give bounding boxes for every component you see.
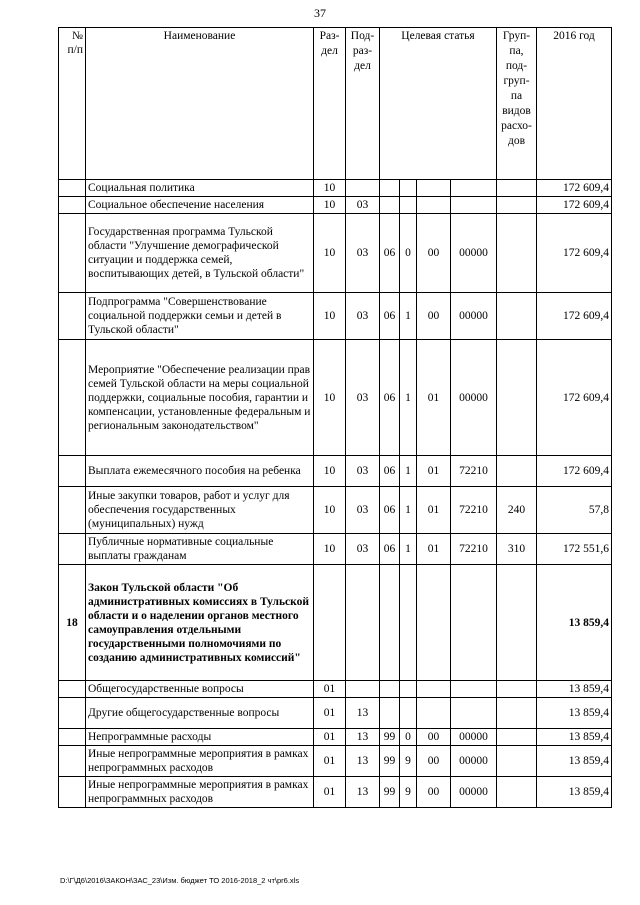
cell-podrazdel: 13 xyxy=(346,777,380,808)
cell-razdel: 10 xyxy=(314,293,346,340)
cell-podrazdel: 03 xyxy=(346,340,380,456)
cell-expense-group xyxy=(497,180,537,197)
cell-razdel: 10 xyxy=(314,214,346,293)
cell-cs-direction: 72210 xyxy=(451,534,497,565)
cell-cs-subprogram xyxy=(400,565,417,681)
cell-razdel: 10 xyxy=(314,340,346,456)
header-row xyxy=(59,28,612,180)
cell-cs-program: 06 xyxy=(380,340,400,456)
cell-cs-subprogram: 1 xyxy=(400,340,417,456)
cell-razdel: 10 xyxy=(314,197,346,214)
cell-name: Иные непрограммные мероприятия в рамках непрограммных расходов xyxy=(86,746,314,777)
cell-cs-direction xyxy=(451,681,497,698)
cell-amount: 172 609,4 xyxy=(537,340,612,456)
table-row xyxy=(59,197,612,214)
cell-razdel: 01 xyxy=(314,698,346,729)
cell-cs-subprogram: 0 xyxy=(400,729,417,746)
table-row xyxy=(59,565,612,681)
table-row xyxy=(59,293,612,340)
cell-num: 18 xyxy=(59,565,86,681)
cell-razdel: 01 xyxy=(314,729,346,746)
cell-podrazdel: 03 xyxy=(346,456,380,487)
cell-cs-event: 00 xyxy=(417,293,451,340)
cell-razdel: 01 xyxy=(314,746,346,777)
cell-name: Другие общегосударственные вопросы xyxy=(86,698,314,729)
table-row xyxy=(59,180,612,197)
header-name: Наименование xyxy=(86,28,314,180)
cell-name: Иные непрограммные мероприятия в рамках непрограммных расходов xyxy=(86,777,314,808)
cell-cs-subprogram xyxy=(400,180,417,197)
cell-amount: 172 609,4 xyxy=(537,214,612,293)
cell-cs-event: 00 xyxy=(417,729,451,746)
cell-num xyxy=(59,698,86,729)
cell-expense-group: 240 xyxy=(497,487,537,534)
cell-name: Социальное обеспечение населения xyxy=(86,197,314,214)
table-row xyxy=(59,777,612,808)
cell-razdel xyxy=(314,565,346,681)
cell-cs-program: 99 xyxy=(380,746,400,777)
cell-amount: 172 551,6 xyxy=(537,534,612,565)
cell-num xyxy=(59,340,86,456)
cell-amount: 172 609,4 xyxy=(537,180,612,197)
table-row xyxy=(59,340,612,456)
cell-cs-direction: 00000 xyxy=(451,777,497,808)
cell-name: Непрограммные расходы xyxy=(86,729,314,746)
header-num: № п/п xyxy=(59,28,86,180)
cell-cs-program xyxy=(380,565,400,681)
cell-num xyxy=(59,456,86,487)
cell-cs-direction xyxy=(451,180,497,197)
cell-razdel: 10 xyxy=(314,456,346,487)
cell-expense-group: 310 xyxy=(497,534,537,565)
cell-name: Социальная политика xyxy=(86,180,314,197)
cell-podrazdel: 03 xyxy=(346,534,380,565)
cell-cs-subprogram xyxy=(400,681,417,698)
cell-podrazdel: 03 xyxy=(346,197,380,214)
cell-cs-event: 01 xyxy=(417,487,451,534)
cell-num xyxy=(59,293,86,340)
table-row xyxy=(59,681,612,698)
cell-name: Общегосударственные вопросы xyxy=(86,681,314,698)
cell-name: Публичные нормативные социальные выплаты гражданам xyxy=(86,534,314,565)
cell-amount: 57,8 xyxy=(537,487,612,534)
cell-expense-group xyxy=(497,456,537,487)
cell-expense-group xyxy=(497,729,537,746)
header-podrazdel: Под-раз-дел xyxy=(346,28,380,180)
cell-cs-program xyxy=(380,180,400,197)
cell-cs-subprogram: 1 xyxy=(400,456,417,487)
cell-cs-subprogram: 9 xyxy=(400,777,417,808)
cell-name: Подпрограмма "Совершенствование социальной поддержки семьи и детей в Тульской области" xyxy=(86,293,314,340)
cell-name: Иные закупки товаров, работ и услуг для обеспечения государственных (муниципальных) нужд xyxy=(86,487,314,534)
cell-expense-group xyxy=(497,214,537,293)
table-row xyxy=(59,487,612,534)
header-target-article: Целевая статья xyxy=(380,28,497,180)
cell-num xyxy=(59,746,86,777)
cell-cs-event xyxy=(417,565,451,681)
header-expense-group: Груп-па, под-груп-па видов расхо-дов xyxy=(497,28,537,180)
cell-cs-direction: 00000 xyxy=(451,293,497,340)
cell-cs-subprogram: 9 xyxy=(400,746,417,777)
cell-cs-program: 06 xyxy=(380,534,400,565)
cell-cs-program: 99 xyxy=(380,729,400,746)
cell-expense-group xyxy=(497,340,537,456)
cell-cs-event xyxy=(417,698,451,729)
cell-cs-event: 00 xyxy=(417,214,451,293)
cell-cs-event: 00 xyxy=(417,777,451,808)
table-row xyxy=(59,746,612,777)
cell-num xyxy=(59,777,86,808)
cell-cs-event: 00 xyxy=(417,746,451,777)
header-year: 2016 год xyxy=(537,28,612,180)
cell-expense-group xyxy=(497,746,537,777)
cell-cs-subprogram: 0 xyxy=(400,214,417,293)
cell-expense-group xyxy=(497,197,537,214)
cell-cs-subprogram xyxy=(400,197,417,214)
cell-cs-direction xyxy=(451,698,497,729)
cell-amount: 172 609,4 xyxy=(537,293,612,340)
budget-table xyxy=(58,27,612,808)
cell-cs-event xyxy=(417,681,451,698)
table-row xyxy=(59,214,612,293)
cell-cs-event xyxy=(417,180,451,197)
cell-cs-event xyxy=(417,197,451,214)
cell-cs-program xyxy=(380,197,400,214)
table-row xyxy=(59,729,612,746)
cell-cs-direction: 00000 xyxy=(451,340,497,456)
cell-cs-program: 06 xyxy=(380,487,400,534)
cell-cs-direction: 72210 xyxy=(451,487,497,534)
cell-name: Мероприятие "Обеспечение реализации прав семей Тульской области на меры социальной поддержки, социальные пособия, гарантии и компенсации, установленные федеральным и региональным законодательством" xyxy=(86,340,314,456)
cell-podrazdel: 13 xyxy=(346,746,380,777)
cell-razdel: 01 xyxy=(314,681,346,698)
cell-podrazdel: 03 xyxy=(346,487,380,534)
cell-num xyxy=(59,681,86,698)
cell-num xyxy=(59,487,86,534)
cell-cs-subprogram: 1 xyxy=(400,487,417,534)
cell-amount: 13 859,4 xyxy=(537,746,612,777)
header-razdel: Раз-дел xyxy=(314,28,346,180)
cell-razdel: 01 xyxy=(314,777,346,808)
cell-expense-group xyxy=(497,681,537,698)
cell-name: Государственная программа Тульской области "Улучшение демографической ситуации и поддержка семей, воспитывающих детей, в Тульской области" xyxy=(86,214,314,293)
cell-cs-subprogram: 1 xyxy=(400,293,417,340)
cell-name: Закон Тульской области "Об административных комиссиях в Тульской области и о наделении органов местного самоуправления отдельными государственными полномочиями по созданию административных комиссий" xyxy=(86,565,314,681)
cell-cs-program: 06 xyxy=(380,456,400,487)
cell-cs-direction: 00000 xyxy=(451,746,497,777)
table-row xyxy=(59,698,612,729)
cell-expense-group xyxy=(497,293,537,340)
cell-podrazdel xyxy=(346,681,380,698)
cell-amount: 13 859,4 xyxy=(537,565,612,681)
cell-expense-group xyxy=(497,777,537,808)
cell-cs-program xyxy=(380,681,400,698)
cell-razdel: 10 xyxy=(314,534,346,565)
cell-cs-direction: 00000 xyxy=(451,214,497,293)
cell-amount: 172 609,4 xyxy=(537,197,612,214)
cell-razdel: 10 xyxy=(314,180,346,197)
cell-num xyxy=(59,180,86,197)
cell-expense-group xyxy=(497,698,537,729)
cell-num xyxy=(59,534,86,565)
cell-amount: 13 859,4 xyxy=(537,698,612,729)
cell-cs-program: 06 xyxy=(380,293,400,340)
page-number: 37 xyxy=(314,6,326,20)
cell-podrazdel xyxy=(346,180,380,197)
cell-cs-event: 01 xyxy=(417,456,451,487)
table-row xyxy=(59,456,612,487)
cell-num xyxy=(59,214,86,293)
cell-cs-direction xyxy=(451,565,497,681)
cell-razdel: 10 xyxy=(314,487,346,534)
table-row xyxy=(59,534,612,565)
cell-podrazdel: 13 xyxy=(346,698,380,729)
cell-cs-direction: 72210 xyxy=(451,456,497,487)
cell-cs-direction xyxy=(451,197,497,214)
file-path-footer: D:\Г\Д6\2016\ЗАКОН\ЗАС_23\Изм. бюджет ТО 2016-2018_2 чт\pr6.xls xyxy=(60,876,300,885)
cell-podrazdel: 03 xyxy=(346,214,380,293)
cell-cs-subprogram: 1 xyxy=(400,534,417,565)
cell-expense-group xyxy=(497,565,537,681)
cell-cs-direction: 00000 xyxy=(451,729,497,746)
cell-num xyxy=(59,197,86,214)
cell-amount: 13 859,4 xyxy=(537,777,612,808)
cell-podrazdel: 03 xyxy=(346,293,380,340)
cell-cs-program xyxy=(380,698,400,729)
cell-cs-program: 99 xyxy=(380,777,400,808)
cell-cs-subprogram xyxy=(400,698,417,729)
cell-cs-event: 01 xyxy=(417,534,451,565)
cell-cs-program: 06 xyxy=(380,214,400,293)
cell-name: Выплата ежемесячного пособия на ребенка xyxy=(86,456,314,487)
cell-amount: 172 609,4 xyxy=(537,456,612,487)
cell-podrazdel: 13 xyxy=(346,729,380,746)
cell-amount: 13 859,4 xyxy=(537,681,612,698)
cell-podrazdel xyxy=(346,565,380,681)
cell-cs-event: 01 xyxy=(417,340,451,456)
cell-amount: 13 859,4 xyxy=(537,729,612,746)
cell-num xyxy=(59,729,86,746)
